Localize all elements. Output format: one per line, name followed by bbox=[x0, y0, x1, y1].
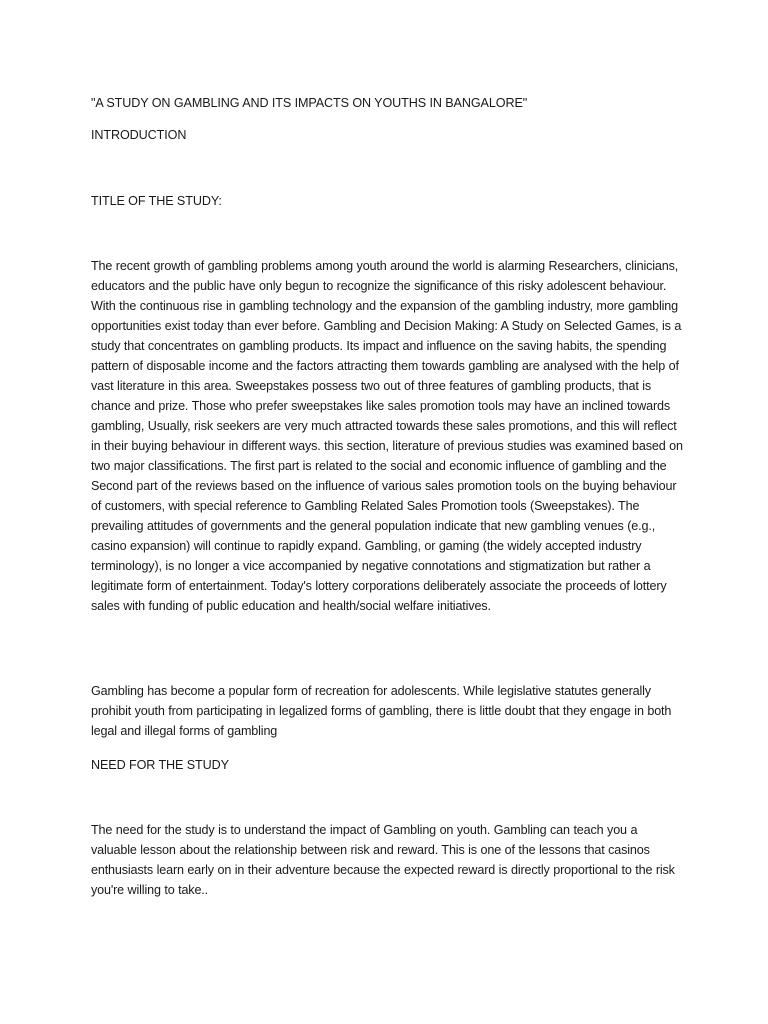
paragraph-recreation: Gambling has become a popular form of recreation for adolescents. While legislative statutes generally prohibit youth from participating in legalized forms of gambling, there is little doubt that they engage in both legal and illegal forms of gambling bbox=[91, 684, 672, 738]
document-title: "A STUDY ON GAMBLING AND ITS IMPACTS ON YOUTHS IN BANGALORE" bbox=[91, 96, 528, 110]
title-of-study-heading: TITLE OF THE STUDY: bbox=[91, 194, 222, 208]
paragraph-need: The need for the study is to understand the impact of Gambling on youth. Gambling can teach you a valuable lesson about the relationship between risk and reward. This is one of the lessons that casinos enthusiasts learn early on in their adventure because the expected reward is directly proportional to the risk you're willing to take.. bbox=[91, 823, 675, 897]
introduction-heading: INTRODUCTION bbox=[91, 128, 187, 142]
paragraph-background: The recent growth of gambling problems among youth around the world is alarming Researchers, clinicians, educators and the public have only begun to recognize the significance of this risky adolescent behaviour. With the continuous rise in gambling technology and the expansion of the gambling industry, more gambling opportunities exist today than ever before. Gambling and Decision Making: A Study on Selected Games, is a study that concentrates on gambling products. Its impact and influence on the saving habits, the spending pattern of disposable income and the factors attracting them towards gambling are analysed with the help of vast literature in this area. Sweepstakes possess two out of three features of gambling products, that is chance and prize. Those who prefer sweepstakes like sales promotion tools may have an inclined towards gambling, Usually, risk seekers are very much attracted towards these sales promotions, and this will reflect in their buying behaviour in different ways. this section, literature of previous studies was examined based on two major classifications. The first part is related to the social and economic influence of gambling and the Second part of the reviews based on the influence of various sales promotion tools on the buying behaviour of customers, with special reference to Gambling Related Sales Promotion tools (Sweepstakes). The prevailing attitudes of governments and the general population indicate that new gambling venues (e.g., casino expansion) will continue to rapidly expand. Gambling, or gaming (the widely accepted industry terminology), is no longer a vice accompanied by negative connotations and stigmatization but rather a legitimate form of entertainment. Today's lottery corporations deliberately associate the proceeds of lottery sales with funding of public education and health/social welfare initiatives. bbox=[91, 259, 683, 613]
need-for-study-heading: NEED FOR THE STUDY bbox=[91, 758, 229, 772]
